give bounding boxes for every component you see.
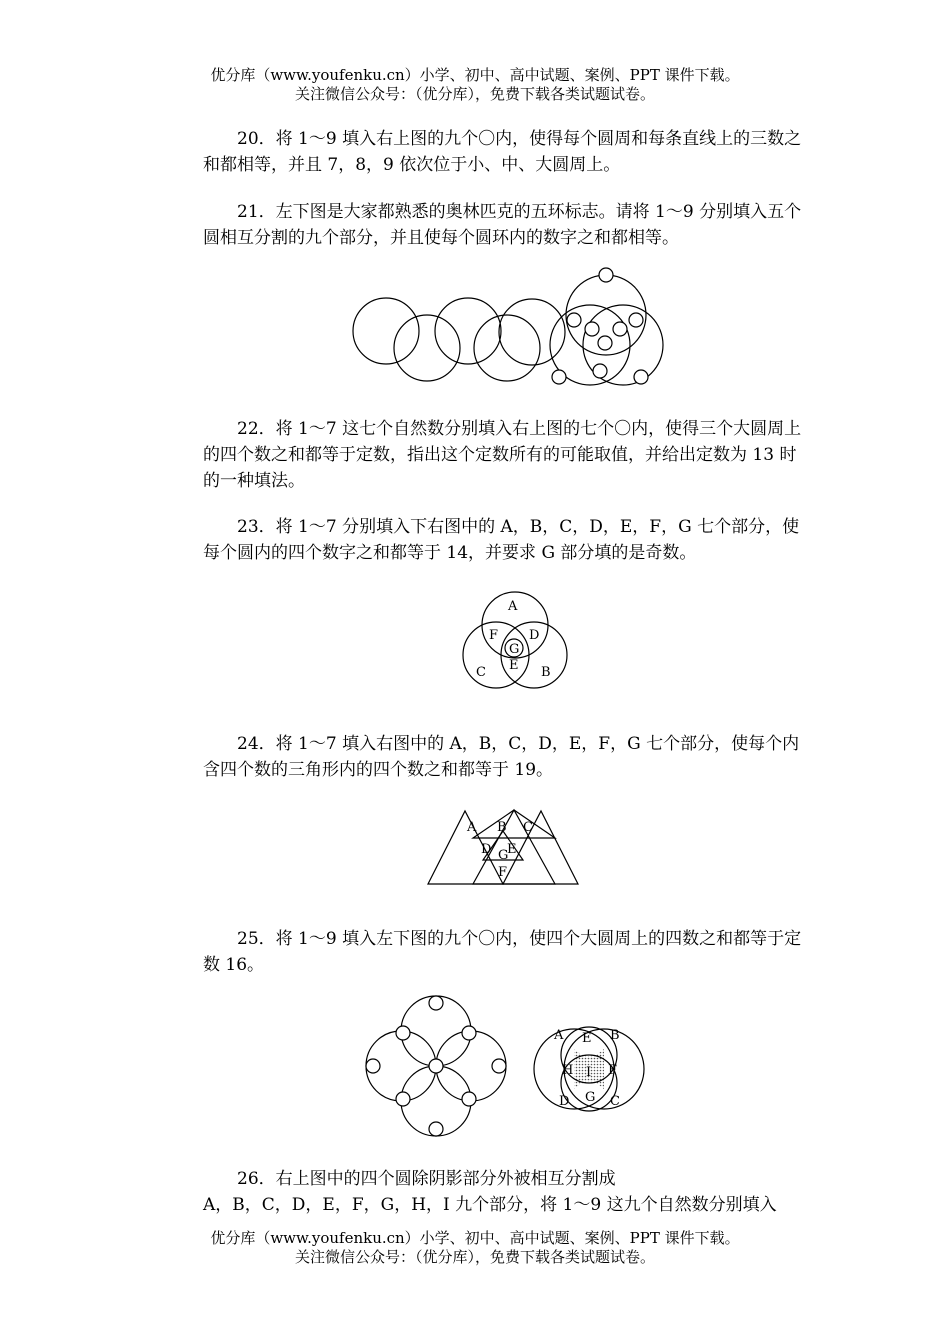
problem-26-line-2: A，B，C，D，E，F，G，H，I 九个部分，将 1～9 这九个自然数分别填入 [203,1195,777,1215]
problem-23-text: 23．将 1～7 分别填入下右图中的 A，B，C，D，E，F，G 七个部分，使每个圆内的四个数字之和都等于 14，并要求 G 部分填的是奇数。 [203,517,800,563]
node-circle [629,313,643,327]
venn4-label-g: G [585,1090,596,1105]
node-circle [593,364,607,378]
venn4-label-i: I [586,1065,592,1080]
node-circle [599,268,613,282]
four-circles-nodes-figure [365,995,510,1140]
node-circle [613,322,627,336]
ring-3 [394,315,460,381]
venn3-label-g: G [509,642,520,657]
tri-label-e: E [507,842,517,857]
tri-label-d: D [481,842,492,857]
venn-three-circles-figure [455,585,575,695]
venn3-label-d: D [529,628,540,643]
venn4-label-c: C [610,1094,620,1109]
venn4-label-b: B [610,1028,620,1043]
node-circle [396,1026,410,1040]
problem-24-text: 24．将 1～7 填入右图中的 A，B，C，D，E，F，G 七个部分，使每个内含四个数的三角形内的四个数之和都等于 19。 [203,734,800,780]
tri-label-f: F [498,865,508,880]
problem-20-text: 20．将 1～9 填入右上图的九个〇内，使得每个圆周和每条直线上的三数之和都相等，并且 7，8，9 依次位于小、中、大圆周上。 [203,129,802,175]
venn4-label-d: D [559,1094,570,1109]
venn-four-circles-figure [530,1015,650,1120]
venn3-label-c: C [476,665,486,680]
header-line-2: 关注微信公众号：（优分库），免费下载各类试题试卷。 [294,85,655,103]
triangles-figure [425,805,585,890]
node-circle [429,996,443,1010]
venn3-label-e: E [509,658,519,673]
problem-25-text: 25．将 1～9 填入左下图的九个〇内，使四个大圆周上的四数之和都等于定数 16。 [203,929,802,975]
problem-21 [203,199,803,251]
node-circle [429,1059,443,1073]
page-footer [0,1229,950,1267]
node-circle [366,1059,380,1073]
venn3-label-b: B [541,665,551,680]
footer-line-2: 关注微信公众号：（优分库），免费下载各类试题试卷。 [294,1248,655,1266]
node-circle [429,1122,443,1136]
venn4-label-a: A [554,1028,564,1043]
problem-23 [203,514,803,566]
problem-26 [203,1166,803,1218]
node-circle [552,370,566,384]
node-circle [462,1026,476,1040]
venn3-label-a: A [508,599,518,614]
three-circles-nodes-figure [540,265,670,390]
ring-4 [474,315,540,381]
node-circle [585,322,599,336]
problem-24 [203,731,803,783]
venn3-label-f: F [489,628,499,643]
problem-22-text: 22．将 1～7 这七个自然数分别填入右上图的七个〇内，使得三个大圆周上的四个数之和都等于定数，指出这个定数所有的可能取值，并给出定数为 13 时的一种填法。 [203,419,802,491]
tri-label-g: G [498,848,509,863]
node-circle [598,336,612,350]
tri-label-a: A [467,820,477,835]
node-circle [567,313,581,327]
olympic-rings-figure [350,290,550,390]
problem-25 [203,926,803,978]
node-circle [634,370,648,384]
node-circle [396,1092,410,1106]
problem-20 [203,126,803,178]
problem-22 [203,416,803,494]
problem-26-line-1: 26．右上图中的四个圆除阴影部分外被相互分割成 [237,1169,616,1189]
venn4-label-e: E [582,1031,592,1046]
header-line-1: 优分库（www.youfenku.cn）小学、初中、高中试题、案例、PPT 课件下载。 [210,66,740,84]
page-header [0,66,950,104]
node-circle [462,1092,476,1106]
ring-1 [353,298,419,364]
venn4-label-f: F [608,1063,618,1078]
node-circle [492,1059,506,1073]
problem-21-text: 21．左下图是大家都熟悉的奥林匹克的五环标志。请将 1～9 分别填入五个圆相互分割的九个部分，并且使每个圆环内的数字之和都相等。 [203,202,802,248]
tri-label-b: B [497,820,507,835]
footer-line-1: 优分库（www.youfenku.cn）小学、初中、高中试题、案例、PPT 课件下载。 [210,1229,740,1247]
venn4-label-h: H [562,1063,574,1078]
tri-label-c: C [523,820,533,835]
ring-2 [435,298,501,364]
